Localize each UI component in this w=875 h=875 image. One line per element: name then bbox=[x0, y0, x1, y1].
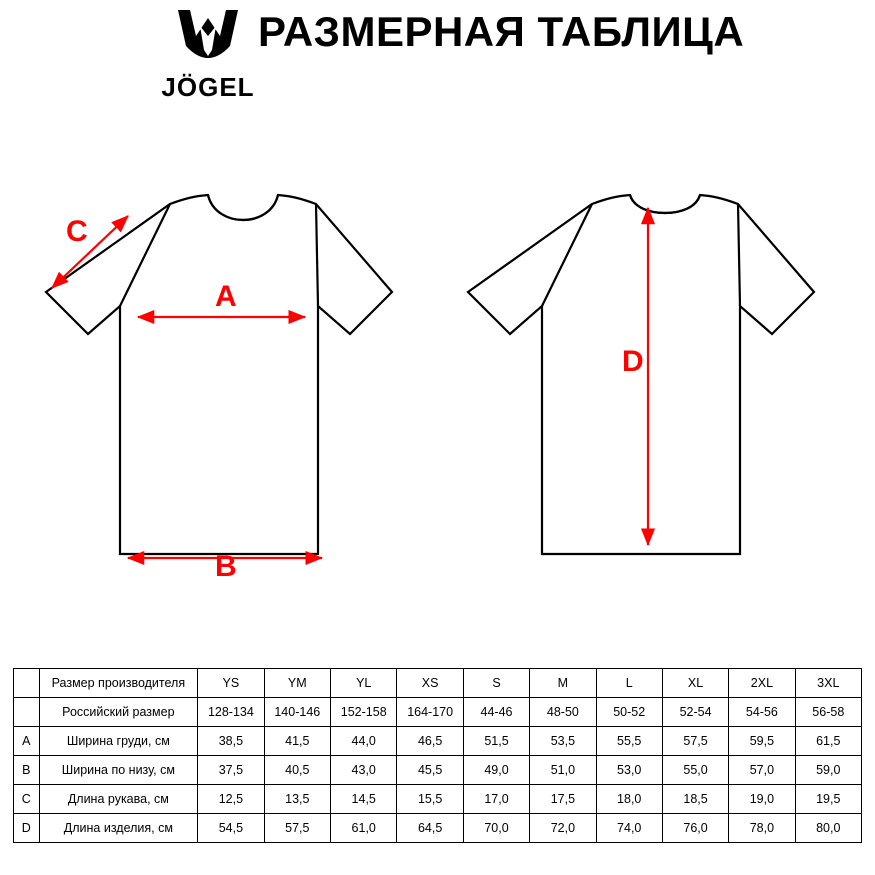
cell-rus-5: 48-50 bbox=[530, 698, 596, 727]
cell-mfr-2: YL bbox=[331, 669, 397, 698]
size-table bbox=[13, 668, 862, 843]
cell-b-5: 51,0 bbox=[530, 756, 596, 785]
cell-empty-letter-2 bbox=[14, 698, 40, 727]
cell-c-0: 12,5 bbox=[198, 785, 264, 814]
row-name-d: Длина изделия, см bbox=[39, 814, 198, 843]
page-title: РАЗМЕРНАЯ ТАБЛИЦА bbox=[258, 8, 745, 55]
table-row-russian-size bbox=[14, 698, 862, 727]
table-row-d bbox=[14, 814, 862, 843]
cell-c-2: 14,5 bbox=[331, 785, 397, 814]
cell-a-7: 57,5 bbox=[662, 727, 728, 756]
cell-a-8: 59,5 bbox=[729, 727, 795, 756]
cell-empty-letter bbox=[14, 669, 40, 698]
cell-a-3: 46,5 bbox=[397, 727, 463, 756]
cell-mfr-3: XS bbox=[397, 669, 463, 698]
table-row-c bbox=[14, 785, 862, 814]
cell-rus-6: 50-52 bbox=[596, 698, 662, 727]
cell-c-4: 17,0 bbox=[463, 785, 529, 814]
table-row-b bbox=[14, 756, 862, 785]
cell-mfr-0: YS bbox=[198, 669, 264, 698]
cell-d-1: 57,5 bbox=[264, 814, 330, 843]
cell-rus-3: 164-170 bbox=[397, 698, 463, 727]
cell-c-3: 15,5 bbox=[397, 785, 463, 814]
cell-b-9: 59,0 bbox=[795, 756, 861, 785]
label-a: A bbox=[215, 280, 237, 313]
cell-a-5: 53,5 bbox=[530, 727, 596, 756]
cell-d-4: 70,0 bbox=[463, 814, 529, 843]
cell-b-1: 40,5 bbox=[264, 756, 330, 785]
cell-c-5: 17,5 bbox=[530, 785, 596, 814]
row-name-a: Ширина груди, см bbox=[39, 727, 198, 756]
garment-diagram bbox=[0, 120, 875, 660]
cell-d-0: 54,5 bbox=[198, 814, 264, 843]
cell-mfr-4: S bbox=[463, 669, 529, 698]
cell-c-9: 19,5 bbox=[795, 785, 861, 814]
cell-b-0: 37,5 bbox=[198, 756, 264, 785]
cell-mfr-8: 2XL bbox=[729, 669, 795, 698]
cell-mfr-5: M bbox=[530, 669, 596, 698]
cell-a-4: 51,5 bbox=[463, 727, 529, 756]
cell-rus-1: 140-146 bbox=[264, 698, 330, 727]
brand-logo bbox=[148, 6, 268, 101]
cell-rus-0: 128-134 bbox=[198, 698, 264, 727]
row-letter-a: A bbox=[14, 727, 40, 756]
cell-a-6: 55,5 bbox=[596, 727, 662, 756]
cell-mfr-6: L bbox=[596, 669, 662, 698]
cell-d-5: 72,0 bbox=[530, 814, 596, 843]
cell-b-6: 53,0 bbox=[596, 756, 662, 785]
cell-rus-8: 54-56 bbox=[729, 698, 795, 727]
label-d: D bbox=[622, 345, 644, 378]
row-header-russian: Российский размер bbox=[39, 698, 198, 727]
row-letter-b: B bbox=[14, 756, 40, 785]
measure-arrow-c bbox=[52, 216, 128, 288]
label-b: B bbox=[215, 550, 237, 583]
cell-mfr-9: 3XL bbox=[795, 669, 861, 698]
cell-mfr-1: YM bbox=[264, 669, 330, 698]
row-name-c: Длина рукава, см bbox=[39, 785, 198, 814]
cell-b-8: 57,0 bbox=[729, 756, 795, 785]
label-c: C bbox=[66, 215, 88, 248]
cell-a-1: 41,5 bbox=[264, 727, 330, 756]
cell-d-6: 74,0 bbox=[596, 814, 662, 843]
cell-d-2: 61,0 bbox=[331, 814, 397, 843]
cell-d-9: 80,0 bbox=[795, 814, 861, 843]
cell-c-8: 19,0 bbox=[729, 785, 795, 814]
cell-mfr-7: XL bbox=[662, 669, 728, 698]
cell-rus-4: 44-46 bbox=[463, 698, 529, 727]
cell-d-7: 76,0 bbox=[662, 814, 728, 843]
cell-c-7: 18,5 bbox=[662, 785, 728, 814]
brand-wordmark: JÖGEL bbox=[161, 72, 255, 102]
cell-rus-9: 56-58 bbox=[795, 698, 861, 727]
cell-rus-2: 152-158 bbox=[331, 698, 397, 727]
t-shirt-front-outline bbox=[46, 195, 392, 554]
cell-c-1: 13,5 bbox=[264, 785, 330, 814]
cell-b-4: 49,0 bbox=[463, 756, 529, 785]
table-row-a bbox=[14, 727, 862, 756]
cell-a-0: 38,5 bbox=[198, 727, 264, 756]
row-header-manufacturer: Размер производителя bbox=[39, 669, 198, 698]
cell-c-6: 18,0 bbox=[596, 785, 662, 814]
cell-b-3: 45,5 bbox=[397, 756, 463, 785]
row-letter-c: C bbox=[14, 785, 40, 814]
cell-b-7: 55,0 bbox=[662, 756, 728, 785]
cell-d-8: 78,0 bbox=[729, 814, 795, 843]
cell-b-2: 43,0 bbox=[331, 756, 397, 785]
jogel-crown-icon bbox=[148, 6, 268, 70]
cell-rus-7: 52-54 bbox=[662, 698, 728, 727]
cell-d-3: 64,5 bbox=[397, 814, 463, 843]
cell-a-9: 61,5 bbox=[795, 727, 861, 756]
cell-a-2: 44,0 bbox=[331, 727, 397, 756]
header bbox=[0, 0, 875, 110]
row-letter-d: D bbox=[14, 814, 40, 843]
row-name-b: Ширина по низу, см bbox=[39, 756, 198, 785]
table-row-manufacturer-size bbox=[14, 669, 862, 698]
